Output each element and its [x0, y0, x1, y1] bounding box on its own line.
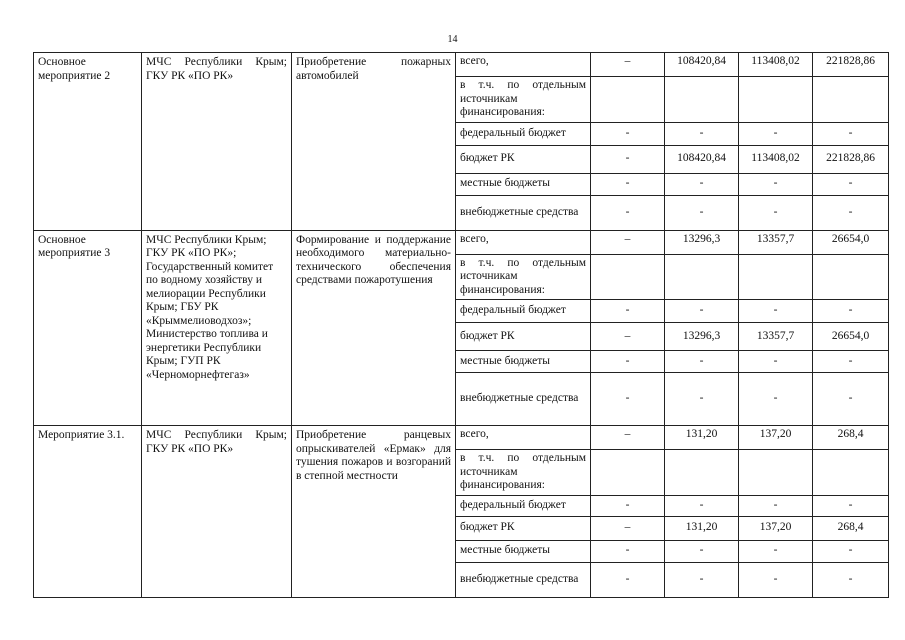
amount-cell: – [591, 516, 665, 540]
amount-cell: - [591, 145, 665, 173]
event-executor: МЧС Республики Крым; ГКУ РК «ПО РК»; Государственный комитет по водному хозяйству и мелиорации Республики Крым; ГБУ РК «Крыммелиоводхоз»; Министерство топлива и энергетики Республики Крым; ГУП РК «Черноморнефтегаз» [142, 230, 292, 426]
amount-cell [665, 450, 739, 496]
amount-cell [665, 254, 739, 300]
amount-cell: - [739, 300, 813, 323]
amount-cell: - [591, 373, 665, 426]
amount-cell: 108420,84 [665, 145, 739, 173]
event-executor: МЧС Республики Крым; ГКУ РК «ПО РК» [142, 426, 292, 598]
amount-cell: - [813, 122, 889, 145]
amount-cell: - [591, 351, 665, 373]
table-row [34, 426, 889, 450]
amount-cell: 13296,3 [665, 323, 739, 351]
amount-cell: - [813, 173, 889, 195]
amount-cell: 13357,7 [739, 323, 813, 351]
amount-cell: - [591, 495, 665, 516]
amount-cell: 26654,0 [813, 230, 889, 254]
amount-cell [739, 77, 813, 123]
funding-source-label: федеральный бюджет [456, 495, 591, 516]
amount-cell: - [665, 300, 739, 323]
amount-cell [591, 77, 665, 123]
funding-source-label: бюджет РК [456, 516, 591, 540]
funding-source-label: местные бюджеты [456, 351, 591, 373]
funding-source-label: в т.ч. по отдельным источникам финансирования: [456, 77, 591, 123]
funding-source-label: местные бюджеты [456, 173, 591, 195]
funding-source-label: в т.ч. по отдельным источникам финансирования: [456, 450, 591, 496]
amount-cell: - [665, 195, 739, 230]
amount-cell: 137,20 [739, 516, 813, 540]
amount-cell: 268,4 [813, 426, 889, 450]
event-description: Формирование и поддержание необходимого материально-технического обеспечения средствами пожаротушения [292, 230, 456, 426]
amount-cell: - [813, 351, 889, 373]
funding-source-label: федеральный бюджет [456, 122, 591, 145]
amount-cell: – [591, 230, 665, 254]
funding-source-label: всего, [456, 53, 591, 77]
amount-cell: - [665, 122, 739, 145]
funding-source-label: всего, [456, 426, 591, 450]
event-name: Основное мероприятие 2 [34, 53, 142, 231]
amount-cell: 108420,84 [665, 53, 739, 77]
amount-cell [591, 254, 665, 300]
amount-cell [813, 77, 889, 123]
amount-cell: - [813, 195, 889, 230]
amount-cell: 221828,86 [813, 145, 889, 173]
funding-source-label: в т.ч. по отдельным источникам финансирования: [456, 254, 591, 300]
amount-cell: - [739, 122, 813, 145]
amount-cell: - [813, 300, 889, 323]
event-executor: МЧС Республики Крым; ГКУ РК «ПО РК» [142, 53, 292, 231]
event-description: Приобретение пожарных автомобилей [292, 53, 456, 231]
financing-table [33, 52, 889, 598]
amount-cell [739, 254, 813, 300]
amount-cell [813, 254, 889, 300]
amount-cell: - [813, 495, 889, 516]
funding-source-label: местные бюджеты [456, 540, 591, 562]
amount-cell: - [665, 351, 739, 373]
amount-cell: 131,20 [665, 516, 739, 540]
amount-cell: 26654,0 [813, 323, 889, 351]
funding-source-label: бюджет РК [456, 145, 591, 173]
amount-cell: - [739, 373, 813, 426]
amount-cell: - [591, 562, 665, 597]
funding-source-label: всего, [456, 230, 591, 254]
amount-cell: – [591, 323, 665, 351]
amount-cell: 268,4 [813, 516, 889, 540]
amount-cell [591, 450, 665, 496]
amount-cell: 13296,3 [665, 230, 739, 254]
amount-cell: - [813, 540, 889, 562]
page-number: 14 [447, 34, 458, 45]
amount-cell: 137,20 [739, 426, 813, 450]
amount-cell: - [665, 562, 739, 597]
funding-source-label: бюджет РК [456, 323, 591, 351]
amount-cell: - [739, 562, 813, 597]
amount-cell: - [665, 495, 739, 516]
amount-cell: - [665, 540, 739, 562]
amount-cell [813, 450, 889, 496]
amount-cell: - [591, 195, 665, 230]
amount-cell: - [591, 122, 665, 145]
amount-cell: - [739, 195, 813, 230]
amount-cell: 113408,02 [739, 53, 813, 77]
funding-source-label: федеральный бюджет [456, 300, 591, 323]
amount-cell: 221828,86 [813, 53, 889, 77]
amount-cell: 113408,02 [739, 145, 813, 173]
event-name: Основное мероприятие 3 [34, 230, 142, 426]
event-description: Приобретение ранцевых опрыскивателей «Ермак» для тушения пожаров и возгораний в степной местности [292, 426, 456, 598]
amount-cell: - [665, 373, 739, 426]
amount-cell: - [739, 351, 813, 373]
amount-cell: - [739, 540, 813, 562]
funding-source-label: внебюджетные средства [456, 195, 591, 230]
amount-cell: - [591, 173, 665, 195]
amount-cell: - [813, 562, 889, 597]
table-row [34, 230, 889, 254]
amount-cell: 131,20 [665, 426, 739, 450]
table-row [34, 53, 889, 77]
funding-source-label: внебюджетные средства [456, 562, 591, 597]
event-name: Мероприятие 3.1. [34, 426, 142, 598]
amount-cell: – [591, 426, 665, 450]
amount-cell: - [813, 373, 889, 426]
amount-cell: - [591, 540, 665, 562]
amount-cell: - [591, 300, 665, 323]
amount-cell: - [739, 173, 813, 195]
amount-cell [665, 77, 739, 123]
funding-source-label: внебюджетные средства [456, 373, 591, 426]
amount-cell: – [591, 53, 665, 77]
amount-cell [739, 450, 813, 496]
amount-cell: - [665, 173, 739, 195]
amount-cell: - [739, 495, 813, 516]
amount-cell: 13357,7 [739, 230, 813, 254]
